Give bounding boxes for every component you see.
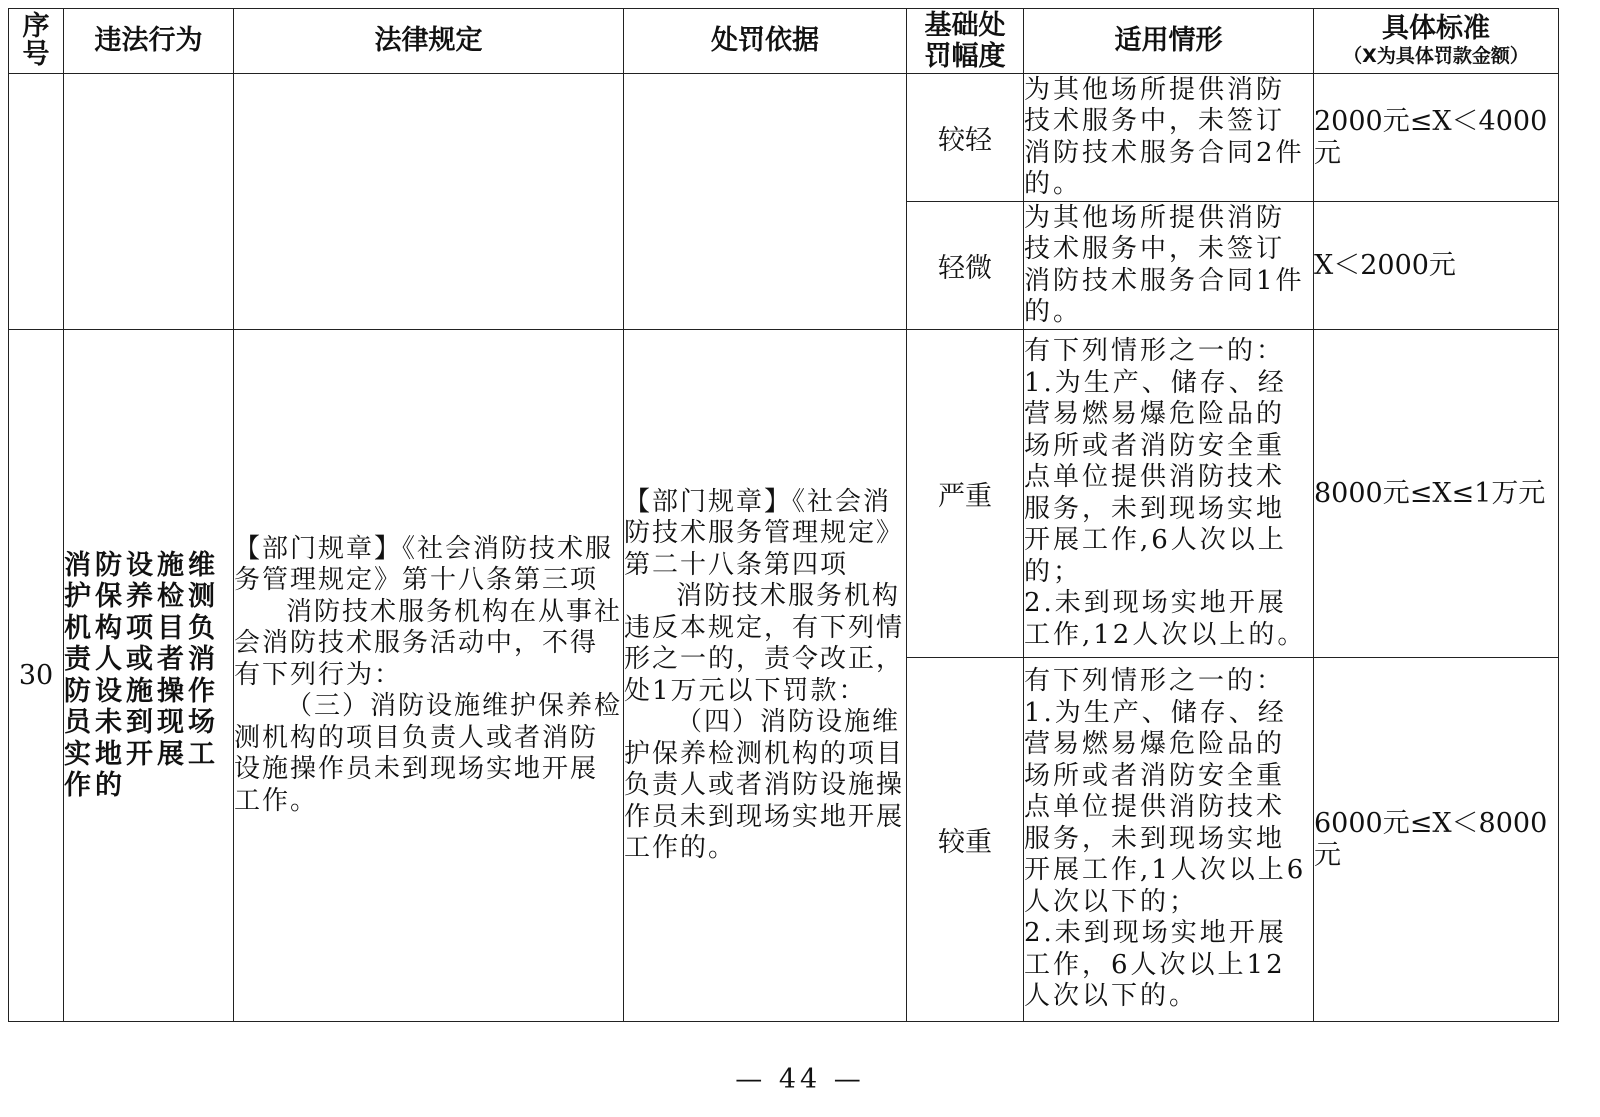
case-line: 有下列情形之一的： bbox=[1024, 666, 1286, 697]
case-cell bbox=[1024, 330, 1314, 658]
basis-cell bbox=[624, 330, 907, 1022]
case-line: 有下列情形之一的： bbox=[1024, 336, 1286, 366]
range-cell: 较轻 bbox=[907, 74, 1024, 202]
standard-cell: 6000元≤X＜8000元 bbox=[1314, 658, 1559, 1022]
case-line: 2.未到现场实地开展工作,12人次以上的。 bbox=[1024, 588, 1307, 650]
law-item: （三）消防设施维护保养检测机构的项目负责人或者消防设施操作员未到现场实地开展工作。 bbox=[234, 691, 623, 816]
behavior-cell: 消防设施维护保养检测机构项目负责人或者消防设施操作员未到现场实地开展工作的 bbox=[64, 330, 234, 1022]
range-cell: 轻微 bbox=[907, 202, 1024, 330]
header-seq: 序号 bbox=[9, 9, 64, 74]
law-body: 消防技术服务机构在从事社会消防技术服务活动中，不得有下列行为： bbox=[234, 596, 623, 690]
header-basis: 处罚依据 bbox=[624, 9, 907, 74]
penalty-standard-table bbox=[8, 8, 1559, 1022]
case-line: 2.未到现场实地开展工作，6人次以上12人次以下的。 bbox=[1024, 918, 1287, 1012]
header-standard-note: （X为具体罚款金额） bbox=[1343, 45, 1529, 67]
basis-item: （四）消防设施维护保养检测机构的项目负责人或者消防设施操作员未到现场实地开展工作的。 bbox=[624, 707, 905, 863]
header-case: 适用情形 bbox=[1024, 9, 1314, 74]
standard-cell: 8000元≤X≤1万元 bbox=[1314, 330, 1559, 658]
basis-body: 消防技术服务机构违反本规定，有下列情形之一的，责令改正，处1万元以下罚款： bbox=[624, 581, 905, 706]
law-title: 【部门规章】《社会消防技术服务管理规定》第十八条第三项 bbox=[234, 533, 614, 596]
page-number: — 44 — bbox=[735, 1064, 865, 1095]
table-header-row bbox=[9, 9, 1559, 74]
case-line: 1.为生产、储存、经营易燃易爆危险品的场所或者消防安全重点单位提供消防技术服务，未到现场实地开展工作,6人次以上的； bbox=[1024, 367, 1287, 587]
prev-basis-cell bbox=[624, 74, 907, 330]
case-line: 1.为生产、储存、经营易燃易爆危险品的场所或者消防安全重点单位提供消防技术服务，未到现场实地开展工作,1人次以上6人次以下的； bbox=[1024, 697, 1307, 917]
table-row bbox=[9, 330, 1559, 658]
range-cell: 严重 bbox=[907, 330, 1024, 658]
prev-law-cell bbox=[234, 74, 624, 330]
standard-cell: 2000元≤X＜4000元 bbox=[1314, 74, 1559, 202]
header-behavior: 违法行为 bbox=[64, 9, 234, 74]
range-cell: 较重 bbox=[907, 658, 1024, 1022]
standard-cell: X＜2000元 bbox=[1314, 202, 1559, 330]
basis-title: 【部门规章】《社会消防技术服务管理规定》第二十八条第四项 bbox=[624, 486, 905, 580]
law-cell bbox=[234, 330, 624, 1022]
prev-behavior-cell bbox=[64, 74, 234, 330]
case-cell: 为其他场所提供消防技术服务中，未签订消防技术服务合同1件的。 bbox=[1024, 202, 1314, 330]
table-row bbox=[9, 74, 1559, 202]
prev-seq-cell bbox=[9, 74, 64, 330]
seq-cell: 30 bbox=[9, 330, 64, 1022]
header-standard: 具体标准 （X为具体罚款金额） bbox=[1314, 9, 1559, 74]
case-cell: 为其他场所提供消防技术服务中，未签订消防技术服务合同2件的。 bbox=[1024, 74, 1314, 202]
case-cell bbox=[1024, 658, 1314, 1022]
header-law: 法律规定 bbox=[234, 9, 624, 74]
header-range: 基础处罚幅度 bbox=[907, 9, 1024, 74]
